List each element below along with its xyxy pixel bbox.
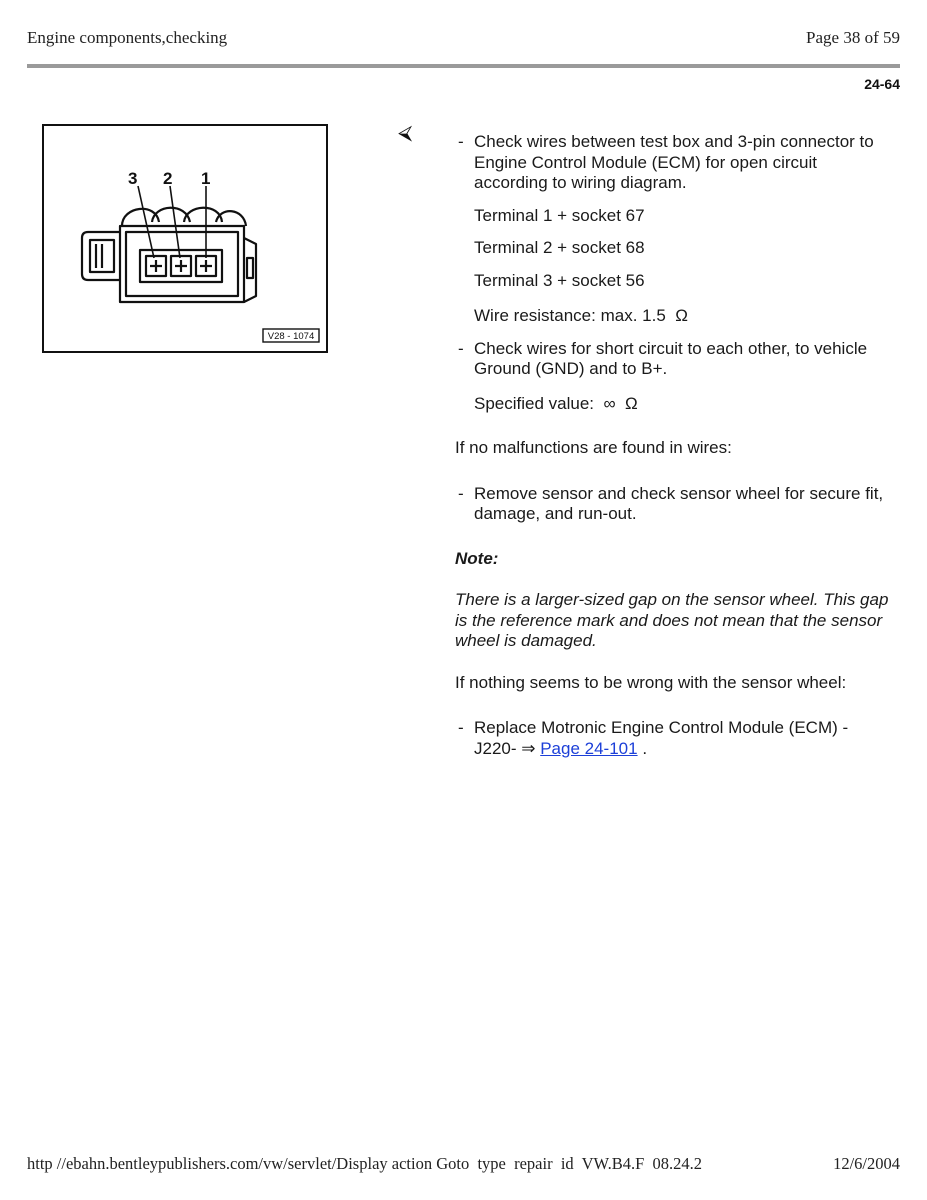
footer-url: http //ebahn.bentleypublishers.com/vw/servlet/Display action Goto type repair id VW.B4.F 08.24.2 (27, 1154, 703, 1173)
note-text: There is a larger-sized gap on the sensor wheel. This gap is the reference mark and does not mean that the sensor wheel is damaged. (455, 590, 889, 650)
step-check-short-circuit (455, 339, 895, 380)
bullet-dash: - (458, 338, 464, 358)
figure-id: V28 - 1074 (267, 331, 315, 342)
header-divider (27, 64, 900, 68)
section-page-code: 24-64 (864, 76, 900, 92)
step-text: Remove sensor and check sensor wheel for secure fit, damage, and run-out. (474, 483, 884, 523)
step-replace-ecm (455, 718, 895, 759)
terminal-2: Terminal 2 + socket 68 (474, 238, 645, 257)
step-text: Check wires for short circuit to each other, to vehicle Ground (GND) and to B+. (474, 338, 868, 378)
pointer-arrow-icon: ⮘ (398, 122, 413, 144)
pin-label-2: 2 (163, 169, 173, 188)
footer-date: 12/6/2004 (833, 1154, 900, 1173)
document-title: Engine components,checking (27, 28, 228, 47)
bullet-dash: - (458, 718, 464, 737)
nothing-wrong-text: If nothing seems to be wrong with the sensor wheel: (455, 672, 847, 692)
connector-illustration (42, 124, 328, 353)
step-remove-sensor (455, 484, 895, 525)
footer (27, 1154, 900, 1174)
step-check-open-circuit (455, 132, 895, 194)
connector-diagram (44, 126, 326, 351)
note-heading: Note: (455, 548, 499, 568)
terminal-1: Terminal 1 + socket 67 (474, 205, 645, 225)
page-24-101-link[interactable]: Page 24-101 (540, 738, 638, 758)
specified-value: Specified value: ∞ Ω (474, 393, 638, 413)
step-text: Check wires between test box and 3-pin connector to Engine Control Module (ECM) for open circuit according to wiring diagram. (474, 132, 874, 192)
terminal-3: Terminal 3 + socket 56 (474, 270, 645, 290)
wire-resistance: Wire resistance: max. 1.5 Ω (474, 306, 688, 325)
step-end: . (637, 738, 648, 758)
bullet-dash: - (458, 483, 464, 503)
bullet-dash: - (458, 132, 464, 151)
no-malfunctions-text: If no malfunctions are found in wires: (455, 438, 732, 457)
pin-label-1: 1 (201, 169, 211, 188)
pin-label-3: 3 (128, 169, 138, 188)
step-text: Replace Motronic Engine Control Module (ECM) - J220- ⇒ (474, 718, 849, 758)
page-number: Page 38 of 59 (806, 28, 900, 47)
procedure-text (455, 132, 895, 759)
